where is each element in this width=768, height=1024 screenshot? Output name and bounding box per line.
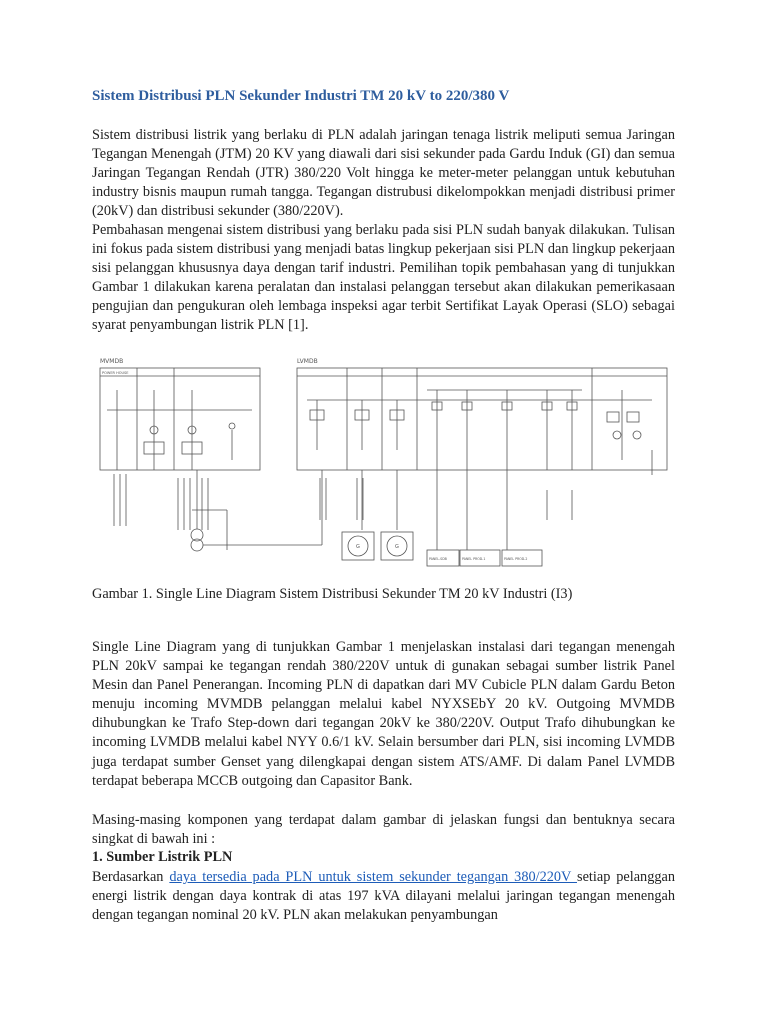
lvmdb-panel-box (297, 368, 667, 470)
panel-prod1-label: PANEL PROD-1 (462, 557, 486, 561)
paragraph-source-end: setiap pelanggan energi listrik dengan daya kontrak di atas 197 kVA dilayani melalui jaringan tegangan menengah dengan tegangan nominal 20 kV. PLN akan melakukan penyambungan (92, 869, 675, 924)
paragraph-components: Masing-masing komponen yang terdapat dalam gambar di jelaskan fungsi dan bentuknya secara singkat di bawah ini : (92, 812, 675, 848)
paragraph-source-start: Berdasarkan (92, 869, 170, 885)
paragraph-intro: Sistem distribusi listrik yang berlaku di PLN adalah jaringan tenaga listrik meliputi semua Jaringan Tegangan Menengah (JTM) 20 KV yang diawali dari sisi sekunder pada Gardu Induk (GI) dan semua Jaringan Tegangan Rendah (JTR) 380/220 Volt hingga ke meter-meter pelanggan untuk kebutuhan industry bisnis maupun rumah tangga. Tegangan distrubusi dikelompokkan menjadi distribusi primer (20kV) dan distribusi sekunder (380/220V). (92, 127, 675, 220)
paragraph-source (92, 868, 675, 925)
pln-daya-link[interactable]: daya tersedia pada PLN untuk sistem sekunder tegangan 380/220V (169, 869, 577, 885)
figure-caption: Gambar 1. Single Line Diagram Sistem Distribusi Sekunder TM 20 kV Industri (I3) (92, 586, 573, 602)
section-heading: 1. Sumber Listrik PLN (92, 849, 233, 865)
panel-sdb-label: PANEL-SDB (429, 557, 447, 561)
power-house-label: POWER HOUSE (102, 371, 129, 375)
paragraph-diagram-explanation: Single Line Diagram yang di tunjukkan Gambar 1 menjelaskan instalasi dari tegangan menengah PLN 20kV sampai ke tegangan rendah 380/220V untuk di gunakan sebagai sumber listrik Panel Mesin dan Panel Penerangan. Incoming PLN di dapatkan dari MV Cubicle PLN dalam Gardu Beton menuju incoming MVMDB pelanggan melalui kabel NYXSEbY 20 kV. Outgoing MVMDB dihubungkan ke Trafo Step-down dari tegangan 20kV ke 380/220V. Output Trafo dihubungkan ke incoming LVMDB melalui kabel NYY 0.6/1 kV. Selain bersumber dari PLN, sisi incoming LVMDB juga terdapat sumber Genset yang dilengkapai dengan sistem ATS/AMF. Di dalam Panel LVMDB terdapat beberapa MCCB outgoing dan Capasitor Bank. (92, 639, 675, 789)
paragraph-scope: Pembahasan mengenai sistem distribusi yang berlaku pada sisi PLN sudah banyak dilakukan. Tulisan ini fokus pada sistem distribusi yang menjadi batas lingkup pekerjaan sisi PLN dan lingkup pekerjaan sisi pelanggan khususnya daya dengan tarif industri. Pemilihan topik pembahasan yang di tunjukkan Gambar 1 dilakukan karena peralatan dan instalasi pelanggan tersebut akan dilakukan pemerikasaan pengujian dan pengukuran oleh lembaga inspeksi agar terbit Sertifikat Layak Operasi (SLO) sebagai syarat penyambungan listrik PLN [1]. (92, 222, 675, 334)
single-line-diagram (92, 350, 675, 582)
lvmdb-label: LVMDB (297, 358, 318, 365)
genset-2-label: G (395, 544, 399, 550)
panel-prod2-label: PANEL PROD-2 (504, 557, 528, 561)
genset-1-label: G (356, 544, 360, 550)
article-title: Sistem Distribusi PLN Sekunder Industri TM 20 kV to 220/380 V (92, 88, 510, 104)
mvmdb-panel-box (100, 368, 260, 470)
mvmdb-label: MVMDB (100, 358, 124, 365)
